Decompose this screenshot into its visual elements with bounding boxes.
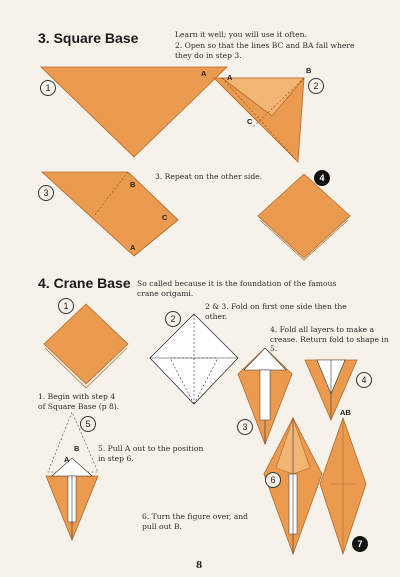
square-base-step2-label-a2: A <box>227 73 233 82</box>
square-base-step2-number: 2 <box>308 78 324 94</box>
page-number: 8 <box>196 561 203 571</box>
crane-base-title: 4. Crane Base <box>38 275 131 291</box>
square-base-step2-label-b: B <box>306 66 312 75</box>
square-base-step1-number: 1 <box>40 80 56 96</box>
crane-base-step4-number: 4 <box>356 372 372 388</box>
square-base-title: 3. Square Base <box>38 30 139 46</box>
square-base-step3-diagram <box>40 168 180 258</box>
crane-base-step5-text: 5. Pull A out to the position in step 6. <box>98 444 204 463</box>
crane-base-step7-diagram <box>318 416 368 556</box>
square-base-step3-label-c: C <box>162 213 168 222</box>
crane-base-step23-text: 2 & 3. Fold on first one side then the other. <box>205 302 347 321</box>
crane-base-step5-number: 5 <box>80 416 96 432</box>
crane-base-step5-label-a: A <box>64 455 70 464</box>
square-base-step1-diagram <box>40 65 233 160</box>
crane-base-step2-number: 2 <box>165 311 181 327</box>
square-base-step3-label-b: B <box>130 180 136 189</box>
crane-base-intro: So called because it is the foundation of the famous crane origami. <box>137 279 337 298</box>
square-base-step2-label-a1: A <box>201 69 207 78</box>
square-base-step3-label-a: A <box>130 243 136 252</box>
crane-base-step1-diagram <box>42 302 130 390</box>
crane-base-step4-text: 4. Fold all layers to make a crease. Return fold to shape in 5. <box>270 325 389 353</box>
crane-base-step6-number: 6 <box>265 472 281 488</box>
square-base-step3-text: 3. Repeat on the other side. <box>155 172 263 181</box>
square-base-step4-number: 4 <box>314 170 330 186</box>
crane-base-step7-label-ab: AB <box>340 408 351 417</box>
square-base-step3-number: 3 <box>38 185 54 201</box>
crane-base-step1-number: 1 <box>58 298 74 314</box>
square-base-step4-diagram <box>256 172 352 262</box>
crane-base-step6-text: 6. Turn the figure over, and pull out B. <box>142 512 249 531</box>
crane-base-step7-number: 7 <box>352 536 368 552</box>
square-base-step2-label-c: C <box>247 117 253 126</box>
square-base-step2-text: 2. Open so that the lines BC and BA fall where they do in step 3. <box>175 41 355 60</box>
square-base-intro: Learn it well; you will use it often. <box>175 30 307 39</box>
crane-base-step5-label-b: B <box>74 444 80 453</box>
crane-base-step1-text: 1. Begin with step 4 of Square Base (p 8). <box>38 392 120 411</box>
crane-base-step2-diagram <box>148 312 240 408</box>
crane-base-step5-diagram <box>42 410 102 544</box>
crane-base-step3-number: 3 <box>237 419 253 435</box>
square-base-step2-diagram <box>212 68 312 168</box>
